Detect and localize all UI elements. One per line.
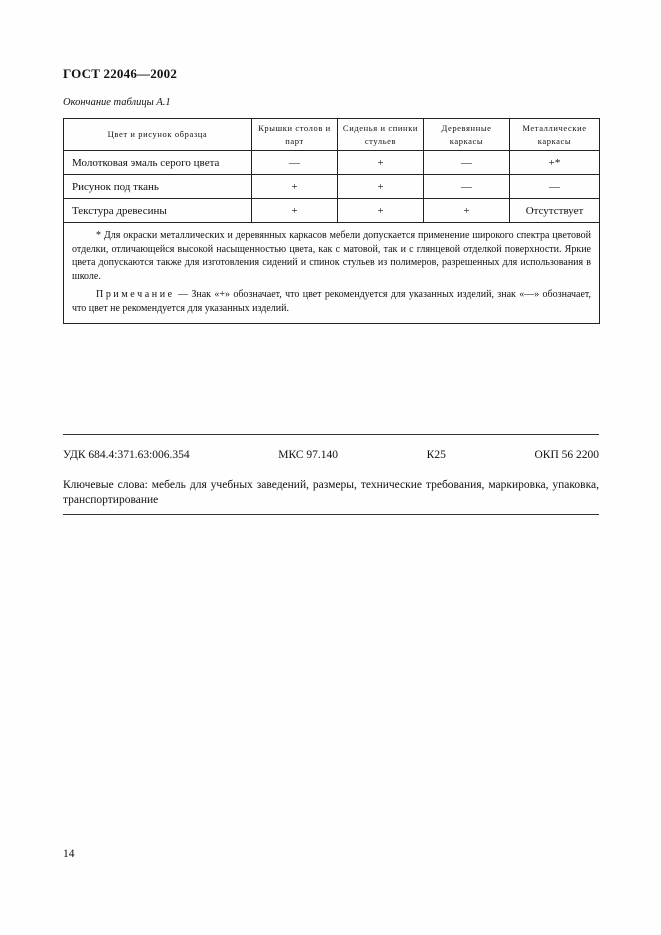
bottom-divider [63, 514, 599, 515]
table-cell: + [338, 199, 424, 223]
table-header-row [64, 119, 600, 151]
page-number: 14 [63, 848, 75, 860]
note-label: Примечание [96, 289, 175, 300]
column-header: Крышки столов и парт [252, 119, 338, 151]
table-cell: Отсутствует [510, 199, 600, 223]
table-cell: — [252, 151, 338, 175]
table-notes [64, 223, 600, 324]
notes-row [64, 223, 600, 324]
column-header: Деревянные каркасы [424, 119, 510, 151]
table-cell: + [252, 199, 338, 223]
column-header: Сиденья и спинки стульев [338, 119, 424, 151]
group-code: К25 [426, 449, 446, 461]
table-caption: Окончание таблицы А.1 [63, 97, 171, 108]
table-row [64, 199, 600, 223]
note-paragraph [72, 288, 591, 315]
okp-code: ОКП 56 2200 [534, 449, 599, 461]
column-header: Металлические каркасы [510, 119, 600, 151]
table-cell: + [338, 175, 424, 199]
table-cell: — [424, 151, 510, 175]
top-divider [63, 434, 599, 435]
classification-row [63, 449, 599, 461]
row-label: Текстура древесины [64, 199, 252, 223]
footnote: * Для окраски металлических и деревянных каркасов мебели допускается применение широкого спектра цветовой отделки, отличающейся высокой насыщенностью цвета, как с матовой, так и с глянцевой отделкой поверхности. Яркие цвета допускаются также для изготовления сидений и спинок стульев из полимеров, разрешенных для использования в школе. [72, 230, 591, 282]
table-cell: +* [510, 151, 600, 175]
keywords: Ключевые слова: мебель для учебных заведений, размеры, технические требования, маркировка, упаковка, транспортирование [63, 479, 599, 506]
table-cell: — [424, 175, 510, 199]
colors-table [63, 118, 600, 324]
table-row [64, 151, 600, 175]
table-cell: — [510, 175, 600, 199]
udk-code: УДК 684.4:371.63:006.354 [63, 449, 190, 461]
note-text: — Знак «+» обозначает, что цвет рекомендуется для указанных изделий, знак «—» обозначает, что цвет не рекомендуется для указанных изделий. [72, 289, 592, 314]
document-header: ГОСТ 22046—2002 [63, 66, 178, 81]
table-row [64, 175, 600, 199]
table-cell: + [338, 151, 424, 175]
table-cell: + [424, 199, 510, 223]
mks-code: МКС 97.140 [278, 449, 339, 461]
row-label: Молотковая эмаль серого цвета [64, 151, 252, 175]
table-cell: + [252, 175, 338, 199]
row-label: Рисунок под ткань [64, 175, 252, 199]
column-header: Цвет и рисунок образца [64, 119, 252, 151]
